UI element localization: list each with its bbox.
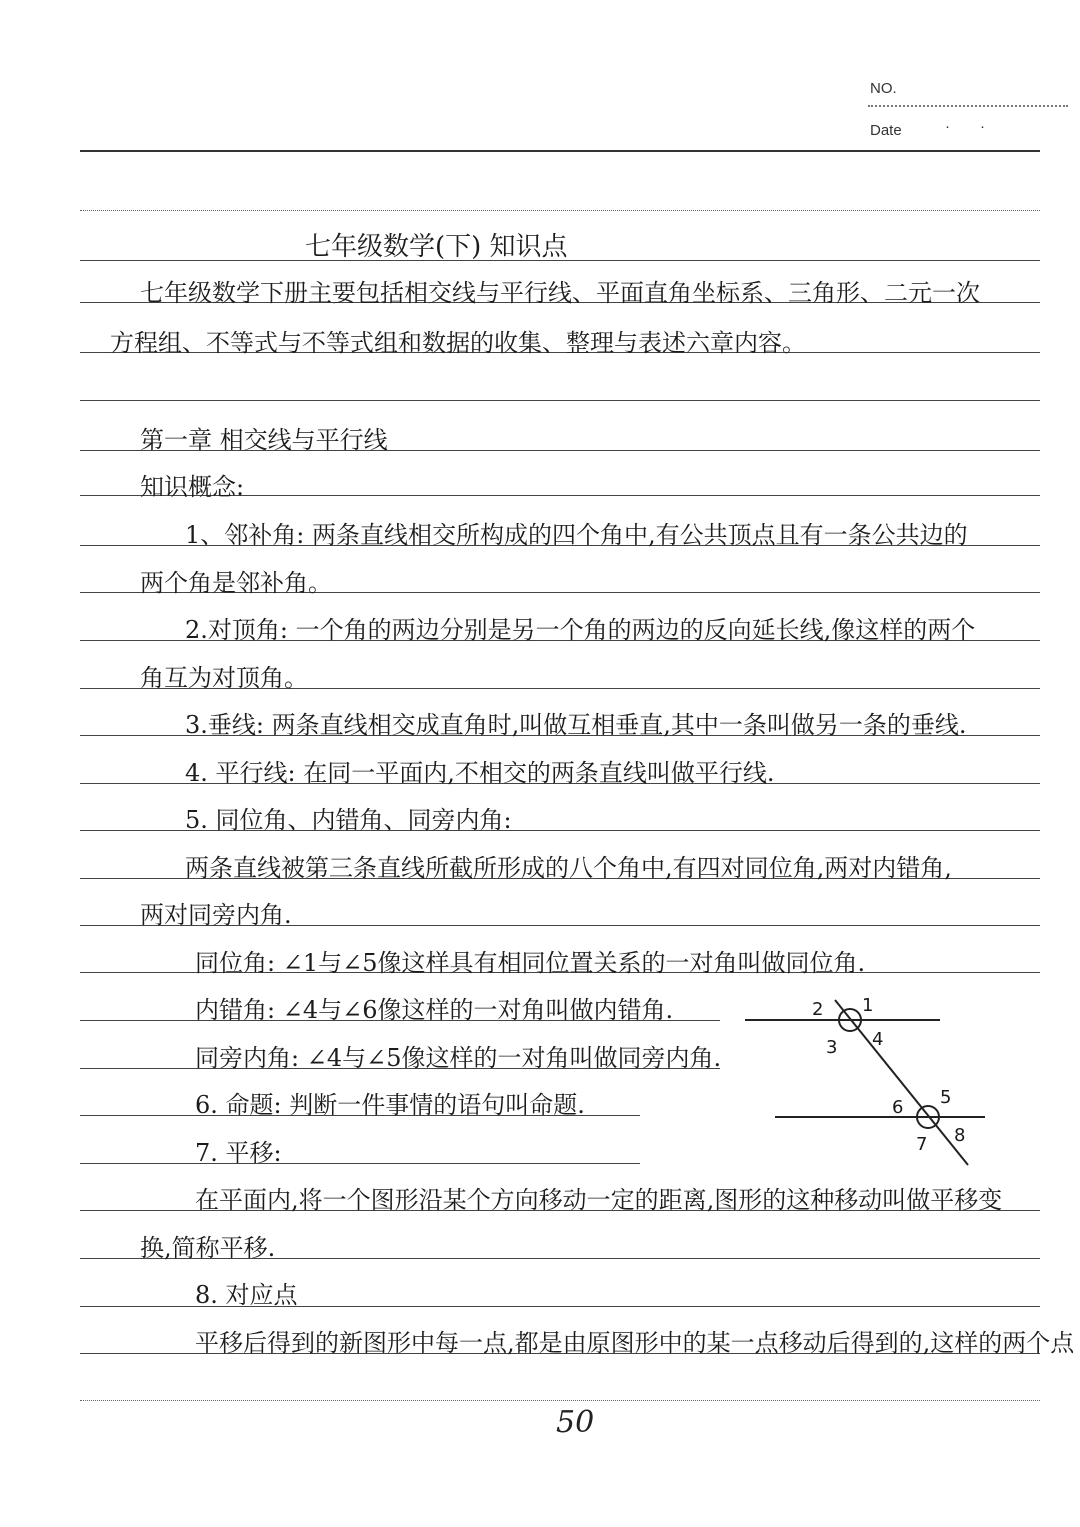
item-line: 平移后得到的新图形中每一点,都是由原图形中的某一点移动后得到的,这样的两个点: [195, 1329, 1075, 1357]
angle-label-2: 2: [812, 999, 824, 1020]
ruled-line: [80, 400, 1040, 401]
angle-label-6: 6: [892, 1097, 904, 1118]
date-label: Date: [870, 122, 902, 139]
ruled-line: [80, 1163, 640, 1164]
page-number: 50: [556, 1405, 595, 1440]
item-line: 1、邻补角: 两条直线相交所构成的四个角中,有公共顶点且有一条公共边的: [185, 521, 968, 549]
item-line: 6. 命题: 判断一件事情的语句叫命题.: [195, 1091, 585, 1119]
item-line: 4. 平行线: 在同一平面内,不相交的两条直线叫做平行线.: [185, 759, 775, 787]
ruled-line: [80, 150, 1040, 152]
angle-label-8: 8: [954, 1125, 966, 1146]
chapter-heading: 第一章 相交线与平行线: [140, 426, 388, 454]
item-line: 两对同旁内角.: [140, 901, 292, 929]
intro-line-2: 方程组、不等式与不等式组和数据的收集、整理与表述六章内容。: [110, 329, 806, 357]
no-field-line: [868, 105, 1068, 107]
item-line: 内错角: ∠4与∠6像这样的一对角叫做内错角.: [195, 996, 674, 1024]
angle-label-3: 3: [826, 1037, 838, 1058]
angle-diagram: [740, 995, 1010, 1175]
item-line: 角互为对顶角。: [140, 664, 308, 692]
intro-line-1: 七年级数学下册主要包括相交线与平行线、平面直角坐标系、三角形、二元一次: [140, 279, 980, 307]
item-line: 换,简称平移.: [140, 1234, 276, 1262]
item-line: 8. 对应点: [195, 1281, 298, 1309]
angle-label-1: 1: [862, 995, 874, 1016]
item-line: 7. 平移:: [195, 1139, 282, 1167]
angle-label-7: 7: [916, 1134, 928, 1155]
item-line: 两个角是邻补角。: [140, 569, 332, 597]
item-line: 同旁内角: ∠4与∠5像这样的一对角叫做同旁内角.: [195, 1044, 722, 1072]
item-line: 3.垂线: 两条直线相交成直角时,叫做互相垂直,其中一条叫做另一条的垂线.: [185, 711, 967, 739]
ruled-line: [80, 210, 1040, 211]
page-title: 七年级数学(下) 知识点: [305, 232, 568, 262]
item-line: 2.对顶角: 一个角的两边分别是另一个角的两边的反向延长线,像这样的两个: [185, 616, 976, 644]
no-label: NO.: [870, 80, 897, 97]
ruled-line: [80, 1400, 1040, 1401]
item-line: 在平面内,将一个图形沿某个方向移动一定的距离,图形的这种移动叫做平移变: [195, 1186, 1003, 1214]
angle-label-5: 5: [940, 1087, 952, 1108]
angle-label-4: 4: [872, 1029, 884, 1050]
date-field-dots: ··: [945, 118, 1015, 135]
chapter-subheading: 知识概念:: [140, 473, 245, 501]
item-line: 两条直线被第三条直线所截所形成的八个角中,有四对同位角,两对内错角,: [185, 854, 952, 882]
item-line: 5. 同位角、内错角、同旁内角:: [185, 806, 512, 834]
transversal-line: [835, 1000, 968, 1165]
item-line: 同位角: ∠1与∠5像这样具有相同位置关系的一对角叫做同位角.: [195, 949, 866, 977]
